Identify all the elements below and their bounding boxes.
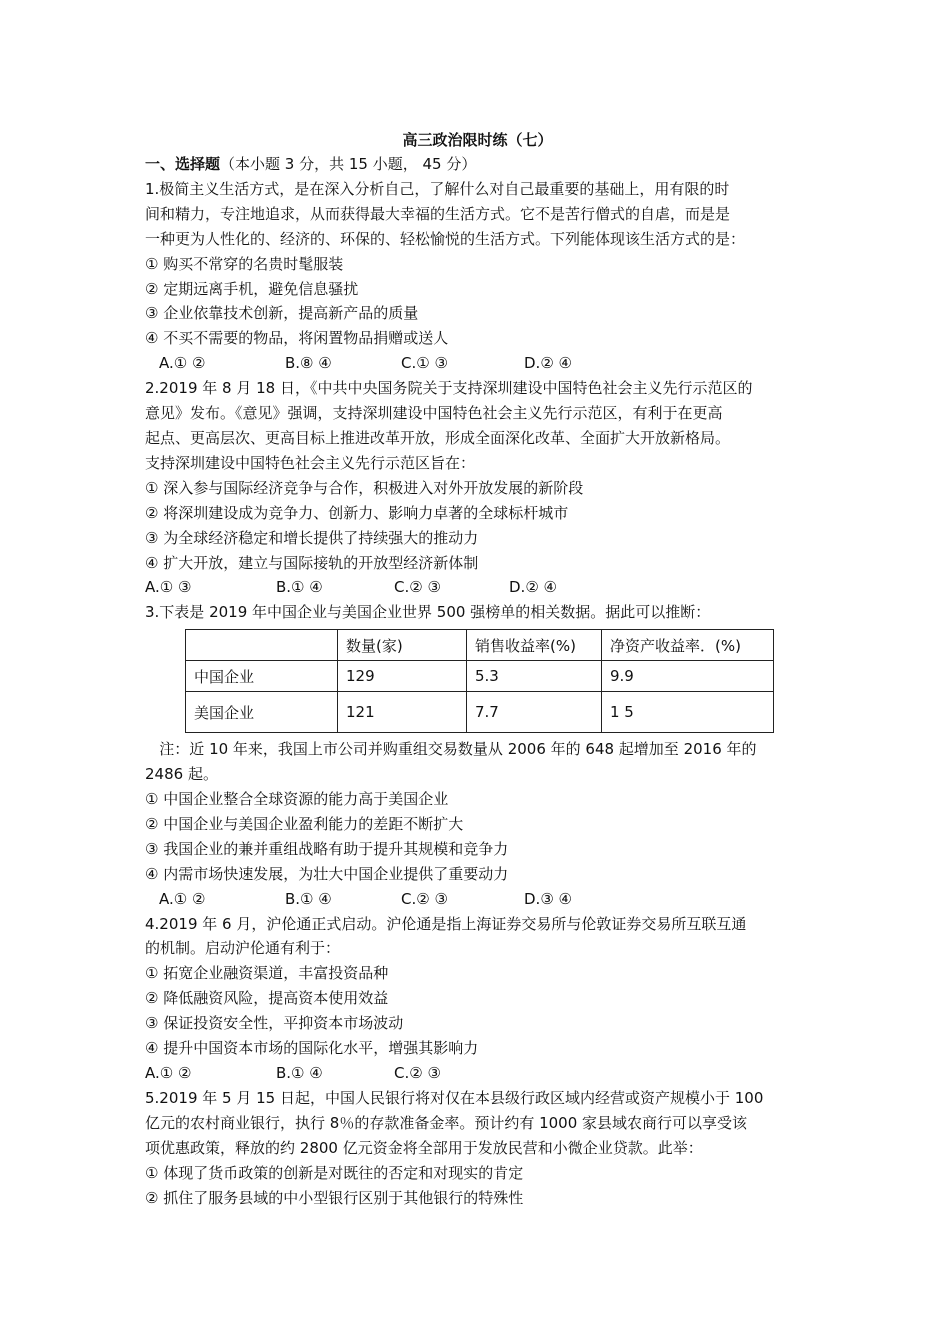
option-b: B.① ④ (285, 889, 332, 908)
table-header-cell: 数量(家) (338, 630, 467, 661)
option-b: B.⑧ ④ (285, 354, 332, 373)
table-cell: 129 (338, 661, 467, 692)
question-text-line: 支持深圳建设中国特色社会主义先行示范区旨在： (145, 453, 476, 472)
data-table (185, 629, 774, 733)
question-text-line: 1.极简主义生活方式，是在深入分析自己，了解什么对自己最重要的基础上，用有限的时 (145, 179, 730, 198)
table-cell: 美国企业 (186, 692, 338, 733)
table-cell: 1 5 (602, 692, 774, 733)
table-header-cell: 净资产收益率．(%) (602, 630, 774, 661)
option-a: A.① ③ (145, 578, 192, 597)
table-row (186, 692, 774, 733)
table-row (186, 661, 774, 692)
question-text-line: 一种更为人性化的、经济的、环保的、轻松愉悦的生活方式。下列能体现该生活方式的是： (145, 229, 746, 248)
option-d: D.② ④ (524, 354, 572, 373)
table-cell: 121 (338, 692, 467, 733)
table-note-line: 2486 起。 (145, 765, 218, 784)
statement-item: ② 定期远离手机，避免信息骚扰 (145, 279, 359, 298)
statement-item: ① 中国企业整合全球资源的能力高于美国企业 (145, 790, 449, 809)
statement-item: ② 将深圳建设成为竞争力、创新力、影响力卓著的全球标杆城市 (145, 503, 569, 522)
table-cell: 7.7 (467, 692, 602, 733)
question-text-line: 起点、更高层次、更高目标上推进改革开放，形成全面深化改革、全面扩大开放新格局。 (145, 428, 731, 447)
document-page (145, 128, 810, 1210)
answer-options (145, 1061, 810, 1086)
question-2 (145, 376, 810, 600)
option-c: C.② ③ (401, 889, 448, 908)
statement-item: ③ 保证投资安全性，平抑资本市场波动 (145, 1014, 404, 1033)
statement-item: ③ 企业依靠技术创新，提高新产品的质量 (145, 304, 419, 323)
statement-item: ① 深入参与国际经济竞争与合作，积极进入对外开放发展的新阶段 (145, 478, 584, 497)
statement-item: ② 降低融资风险，提高资本使用效益 (145, 989, 389, 1008)
section-note: （本小题 3 分，共 15 小题， 45 分） (220, 155, 477, 173)
option-b: B.① ④ (276, 578, 323, 597)
table-header-cell: 销售收益率(%) (467, 630, 602, 661)
question-text-line: 3.下表是 2019 年中国企业与美国企业世界 500 强榜单的相关数据。据此可以推断： (145, 603, 711, 622)
answer-options (145, 351, 810, 376)
statement-item: ④ 提升中国资本市场的国际化水平，增强其影响力 (145, 1039, 479, 1058)
question-text-line: 4.2019 年 6 月，沪伦通正式启动。沪伦通是指上海证券交易所与伦敦证券交易所互联互通 (145, 914, 747, 933)
question-text-line: 2.2019 年 8 月 18 日，《中共中央国务院关于支持深圳建设中国特色社会主义先行示范区的 (145, 379, 753, 398)
table-cell: 中国企业 (186, 661, 338, 692)
statement-item: ① 购买不常穿的名贵时髦服装 (145, 254, 344, 273)
statement-item: ① 拓宽企业融资渠道，丰富投资品种 (145, 964, 389, 983)
option-a: A.① ② (145, 1064, 192, 1082)
statement-item: ④ 扩大开放，建立与国际接轨的开放型经济新体制 (145, 553, 479, 572)
statement-item: ② 抓住了服务县域的中小型银行区别于其他银行的特殊性 (145, 1188, 524, 1207)
table-header-row (186, 630, 774, 661)
option-c: C.① ③ (401, 354, 448, 373)
answer-options (145, 887, 810, 912)
statement-item: ④ 不买不需要的物品，将闲置物品捐赠或送人 (145, 329, 449, 348)
question-text-line: 亿元的农村商业银行，执行 8％的存款准备金率。预计约有 1000 家县域农商行可以享受该 (145, 1113, 748, 1132)
statement-item: ③ 我国企业的兼并重组战略有助于提升其规模和竞争力 (145, 839, 509, 858)
question-text-line: 意见》发布。《意见》强调，支持深圳建设中国特色社会主义先行示范区，有利于在更高 (145, 404, 723, 423)
question-4 (145, 912, 810, 1086)
option-c: C.② ③ (394, 578, 441, 597)
question-text-line: 项优惠政策，释放的约 2800 亿元资金将全部用于发放民营和小微企业贷款。此举： (145, 1138, 703, 1157)
statement-item: ③ 为全球经济稳定和增长提供了持续强大的推动力 (145, 528, 479, 547)
statement-item: ② 中国企业与美国企业盈利能力的差距不断扩大 (145, 814, 464, 833)
section-heading (145, 152, 810, 177)
table-cell: 5.3 (467, 661, 602, 692)
question-text-line: 5.2019 年 5 月 15 日起，中国人民银行将对仅在本县级行政区域内经营或资产规模小于 100 (145, 1088, 764, 1107)
question-text-line: 的机制。启动沪伦通有利于： (145, 939, 341, 958)
option-d: D.③ ④ (524, 889, 572, 908)
question-5 (145, 1086, 810, 1211)
table-note-line: 注：近 10 年来，我国上市公司并购重组交易数量从 2006 年的 648 起增加至 2016 年的 (145, 740, 757, 759)
page-title: 高三政治限时练（七） (402, 131, 553, 149)
statement-item: ④ 内需市场快速发展，为壮大中国企业提供了重要动力 (145, 864, 509, 883)
option-c: C.② ③ (394, 1064, 441, 1082)
question-1 (145, 177, 810, 376)
option-b: B.① ④ (276, 1064, 323, 1082)
option-a: A.① ② (159, 889, 206, 908)
table-header-cell (186, 630, 338, 661)
statement-item: ① 体现了货币政策的创新是对既往的否定和对现实的肯定 (145, 1163, 524, 1182)
question-text-line: 间和精力，专注地追求，从而获得最大幸福的生活方式。它不是苦行僧式的自虐，而是是 (145, 204, 731, 223)
table-cell: 9.9 (602, 661, 774, 692)
option-a: A.① ② (159, 354, 206, 373)
option-d: D.② ④ (509, 578, 557, 597)
section-label: 一、选择题 (145, 155, 221, 173)
answer-options (145, 575, 810, 600)
question-3 (145, 600, 810, 911)
